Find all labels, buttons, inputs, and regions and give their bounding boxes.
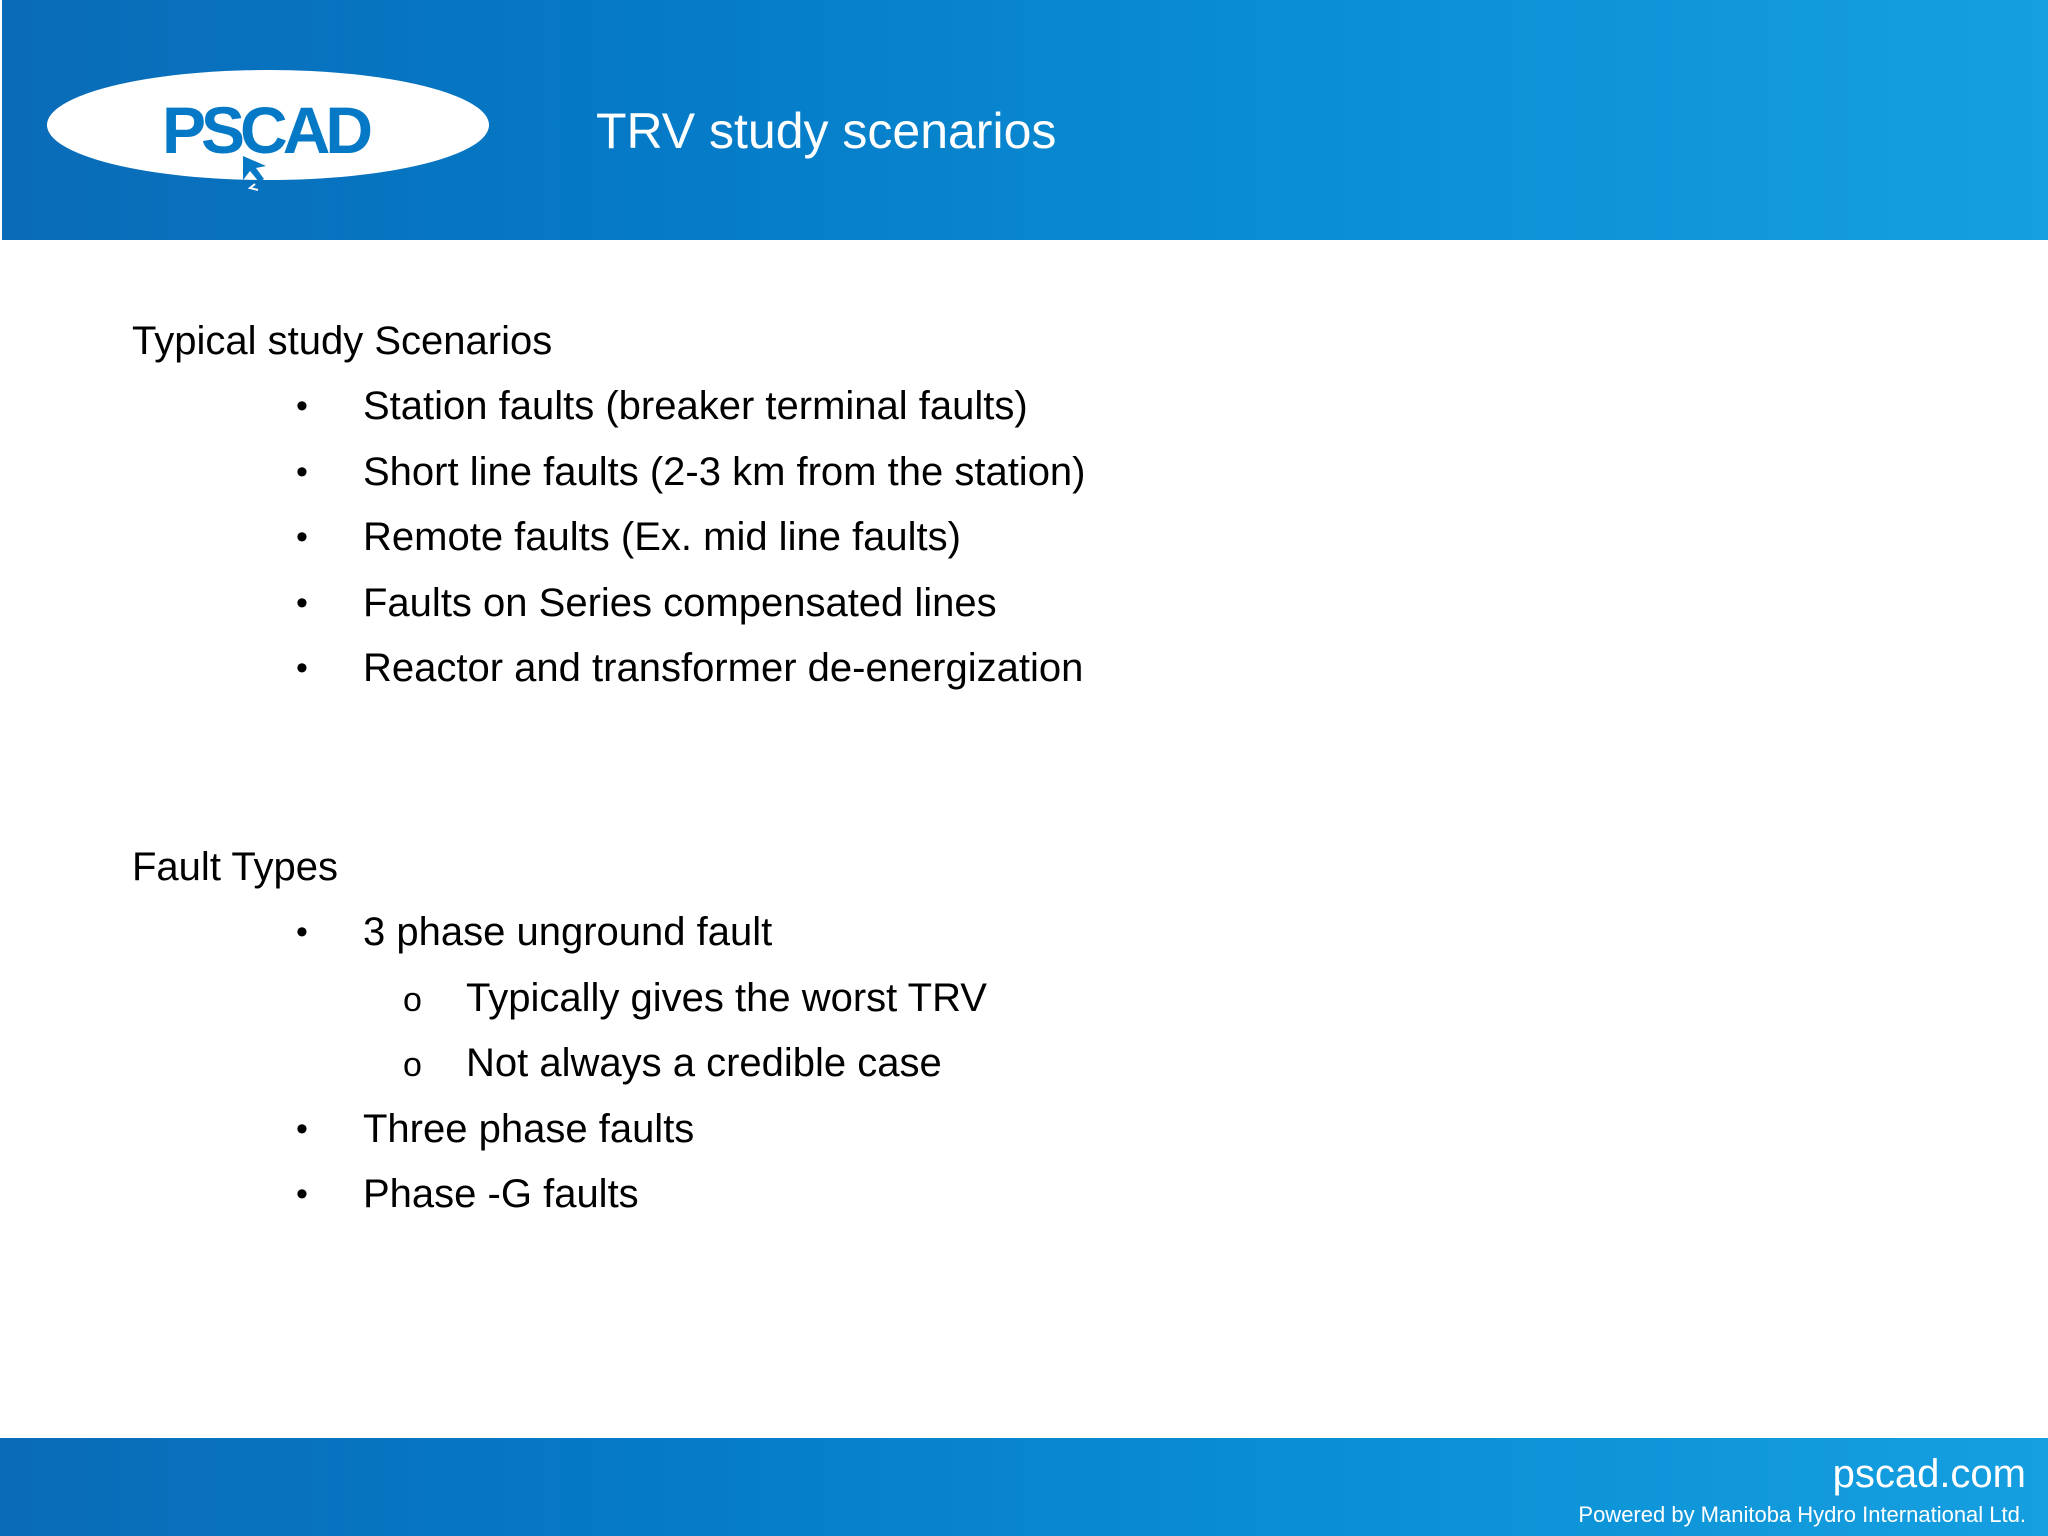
sub-list-item-text: Typically gives the worst TRV <box>466 976 987 1020</box>
slide-title: TRV study scenarios <box>596 103 1057 159</box>
footer-powered-by: Powered by Manitoba Hydro International Ltd. <box>1578 1502 2026 1527</box>
list-item-text: Phase -G faults <box>363 1172 639 1216</box>
list-item-text: Three phase faults <box>363 1107 695 1151</box>
bullet-icon: • <box>296 453 308 491</box>
footer-site-link[interactable]: pscad.com <box>1832 1452 2026 1496</box>
list-item-text: Station faults (breaker terminal faults) <box>363 384 1028 428</box>
bullet-icon: • <box>296 649 308 687</box>
sub-list-item-text: Not always a credible case <box>466 1041 942 1085</box>
bullet-icon: • <box>296 387 308 425</box>
bullet-icon: • <box>296 1175 308 1213</box>
section-title-study-scenarios: Typical study Scenarios <box>132 319 553 363</box>
bullet-icon: • <box>296 913 308 951</box>
list-item-text: Faults on Series compensated lines <box>363 581 997 625</box>
list-item-text: Remote faults (Ex. mid line faults) <box>363 515 961 559</box>
section-title-fault-types: Fault Types <box>132 845 339 889</box>
bullet-icon: • <box>296 584 308 622</box>
list-item-text: Reactor and transformer de-energization <box>363 646 1084 690</box>
bullet-icon: • <box>296 518 308 556</box>
bullet-icon: • <box>296 1110 308 1148</box>
logo-text: PSCAD <box>162 93 369 167</box>
list-item-text: 3 phase unground fault <box>363 910 773 954</box>
sub-bullet-icon: o <box>403 981 422 1019</box>
sub-bullet-icon: o <box>403 1046 422 1084</box>
list-item-text: Short line faults (2-3 km from the station) <box>363 450 1086 494</box>
